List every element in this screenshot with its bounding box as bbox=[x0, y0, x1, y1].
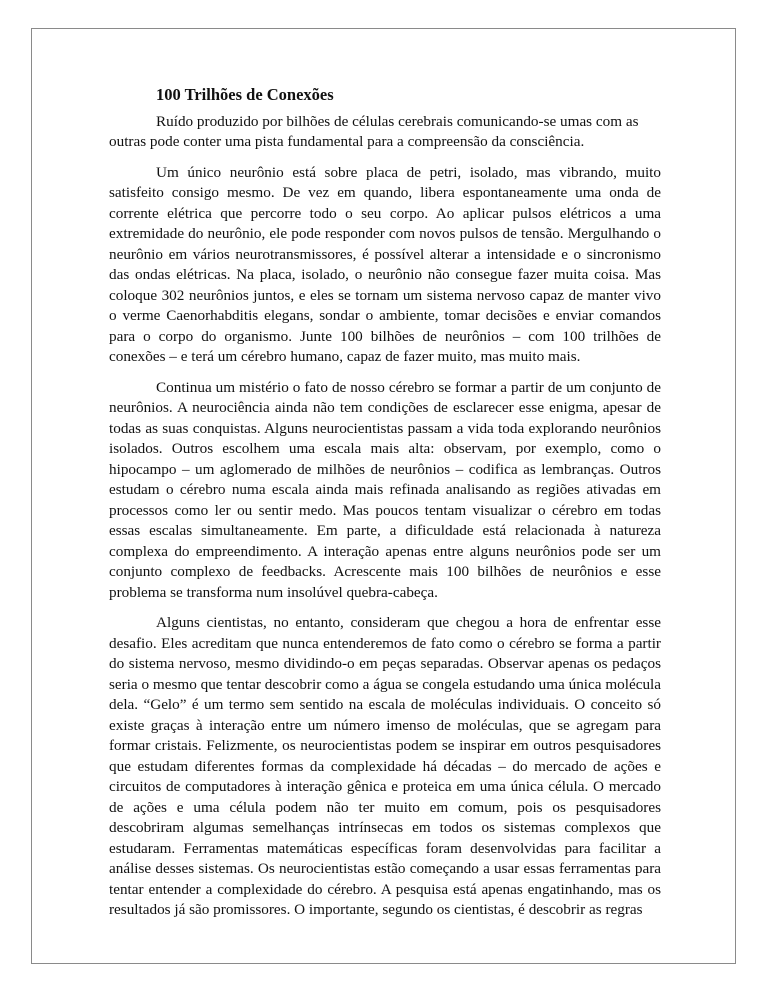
document-content bbox=[109, 85, 661, 931]
paragraph: Um único neurônio está sobre placa de petri, isolado, mas vibrando, muito satisfeito consigo mesmo. De vez em quando, libera espontaneamente uma onda de corrente elétrica que percorre todo o seu corpo. Ao aplicar pulsos elétricos a uma extremidade do neurônio, ele pode responder com novos pulsos de tensão. Mergulhando o neurônio em vários neurotransmissores, é possível alterar a intensidade e o sincronismo das ondas elétricas. Na placa, isolado, o neurônio não consegue fazer muita coisa. Mas coloque 302 neurônios juntos, e eles se tornam um sistema nervoso capaz de manter vivo o verme Caenorhabditis elegans, sondar o ambiente, tomar decisões e enviar comandos para o corpo do organismo. Junte 100 bilhões de neurônios – com 100 trilhões de conexões – e terá um cérebro humano, capaz de fazer muito, mas muito mais. bbox=[109, 163, 661, 365]
paragraph: Alguns cientistas, no entanto, consideram que chegou a hora de enfrentar esse desafio. Eles acreditam que nunca entenderemos de fato como o cérebro se forma a partir do sistema nervoso, mesmo dividindo-o em peças separadas. Observar apenas os pedaços seria o mesmo que tentar descobrir como a água se congela estudando uma única molécula dela. “Gelo” é um termo sem sentido na escala de moléculas individuais. O conceito só existe graças à interação entre um número imenso de moléculas, que se agregam para formar cristais. Felizmente, os neurocientistas podem se inspirar em outros pesquisadores que estudam diferentes formas da complexidade há décadas – do mercado de ações e circuitos de computadores à interação gênica e proteica em uma única célula. O mercado de ações e uma célula podem não ter muito em comum, pois os pesquisadores descobriram algumas semelhanças intrínsecas em todos os sistemas complexos que estudaram. Ferramentas matemáticas específicas foram desenvolvidas para facilitar a análise desses sistemas. Os neurocientistas estão começando a usar essas ferramentas para tentar entender a complexidade do cérebro. A pesquisa está apenas engatinhando, mas os resultados já são promissores. O importante, segundo os cientistas, é descobrir as regras bbox=[109, 614, 661, 918]
document-title: 100 Trilhões de Conexões bbox=[156, 85, 334, 104]
document-page bbox=[31, 28, 736, 964]
paragraph: Continua um mistério o fato de nosso cérebro se formar a partir de um conjunto de neurônios. A neurociência ainda não tem condições de esclarecer esse enigma, apesar de todas as suas conquistas. Alguns neurocientistas passam a vida toda explorando neurônios isolados. Outros escolhem uma escala mais alta: observam, por exemplo, como o hipocampo – um aglomerado de milhões de neurônios – codifica as lembranças. Outros estudam o cérebro numa escala ainda mais refinada analisando as regiões ativadas em processos como ler ou sentir medo. Mas poucos tentam visualizar o cérebro em todas essas escalas simultaneamente. Em parte, a dificuldade está relacionada à natureza complexa do empreendimento. A interação apenas entre alguns neurônios pode ser um conjunto complexo de feedbacks. Acrescente mais 100 bilhões de neurônios e esse problema se transforma num insolúvel quebra-cabeça. bbox=[109, 378, 661, 601]
paragraph-intro: Ruído produzido por bilhões de células cerebrais comunicando-se umas com as outras pode conter uma pista fundamental para a compreensão da consciência. bbox=[109, 112, 639, 150]
